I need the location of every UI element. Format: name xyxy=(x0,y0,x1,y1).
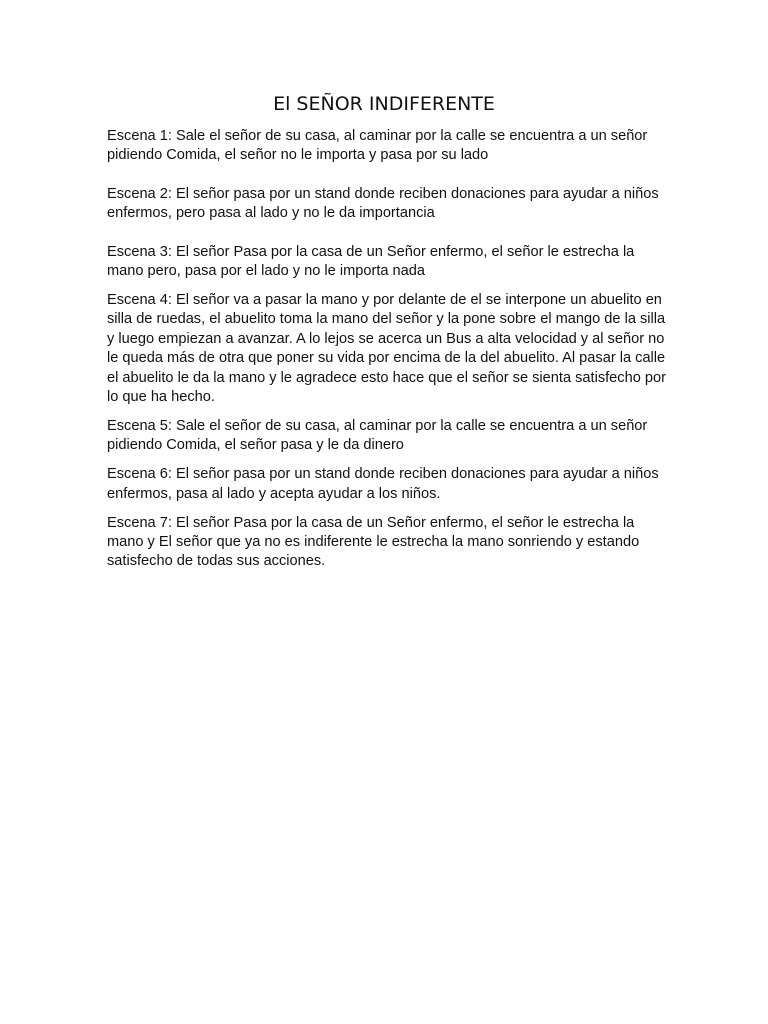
scene-3: Escena 3: El señor Pasa por la casa de un Señor enfermo, el señor le estrecha la mano pero, pasa por el lado y no le importa nada xyxy=(107,243,635,280)
scene-4: Escena 4: El señor va a pasar la mano y por delante de el se interpone un abuelito en silla de ruedas, el abuelito toma la mano del señor y la pone sobre el mango de la silla y luego empiezan a avanzar. A lo lejos se acerca un Bus a alta velocidad y al señor no le queda más de otra que poner su vida por encima de la del abuelito. Al pasar la calle el abuelito le da la mano y le agradece esto hace que el señor se sienta satisfecho por lo que ha hecho. xyxy=(107,291,666,405)
scene-7: Escena 7: El señor Pasa por la casa de un Señor enfermo, el señor le estrecha la mano y El señor que ya no es indiferente le estrecha la mano sonriendo y estando satisfecho de todas sus acciones. xyxy=(107,514,640,570)
document-body xyxy=(107,127,667,581)
document-title: El SEÑOR INDIFERENTE xyxy=(273,93,495,115)
scene-2: Escena 2: El señor pasa por un stand donde reciben donaciones para ayudar a niños enfermos, pero pasa al lado y no le da importancia xyxy=(107,185,659,222)
scene-5: Escena 5: Sale el señor de su casa, al caminar por la calle se encuentra a un señor pidiendo Comida, el señor pasa y le da dinero xyxy=(107,417,648,454)
scene-1: Escena 1: Sale el señor de su casa, al caminar por la calle se encuentra a un señor pidiendo Comida, el señor no le importa y pasa por su lado xyxy=(107,128,648,164)
scene-6: Escena 6: El señor pasa por un stand donde reciben donaciones para ayudar a niños enfermos, pasa al lado y acepta ayudar a los niños. xyxy=(107,466,659,502)
